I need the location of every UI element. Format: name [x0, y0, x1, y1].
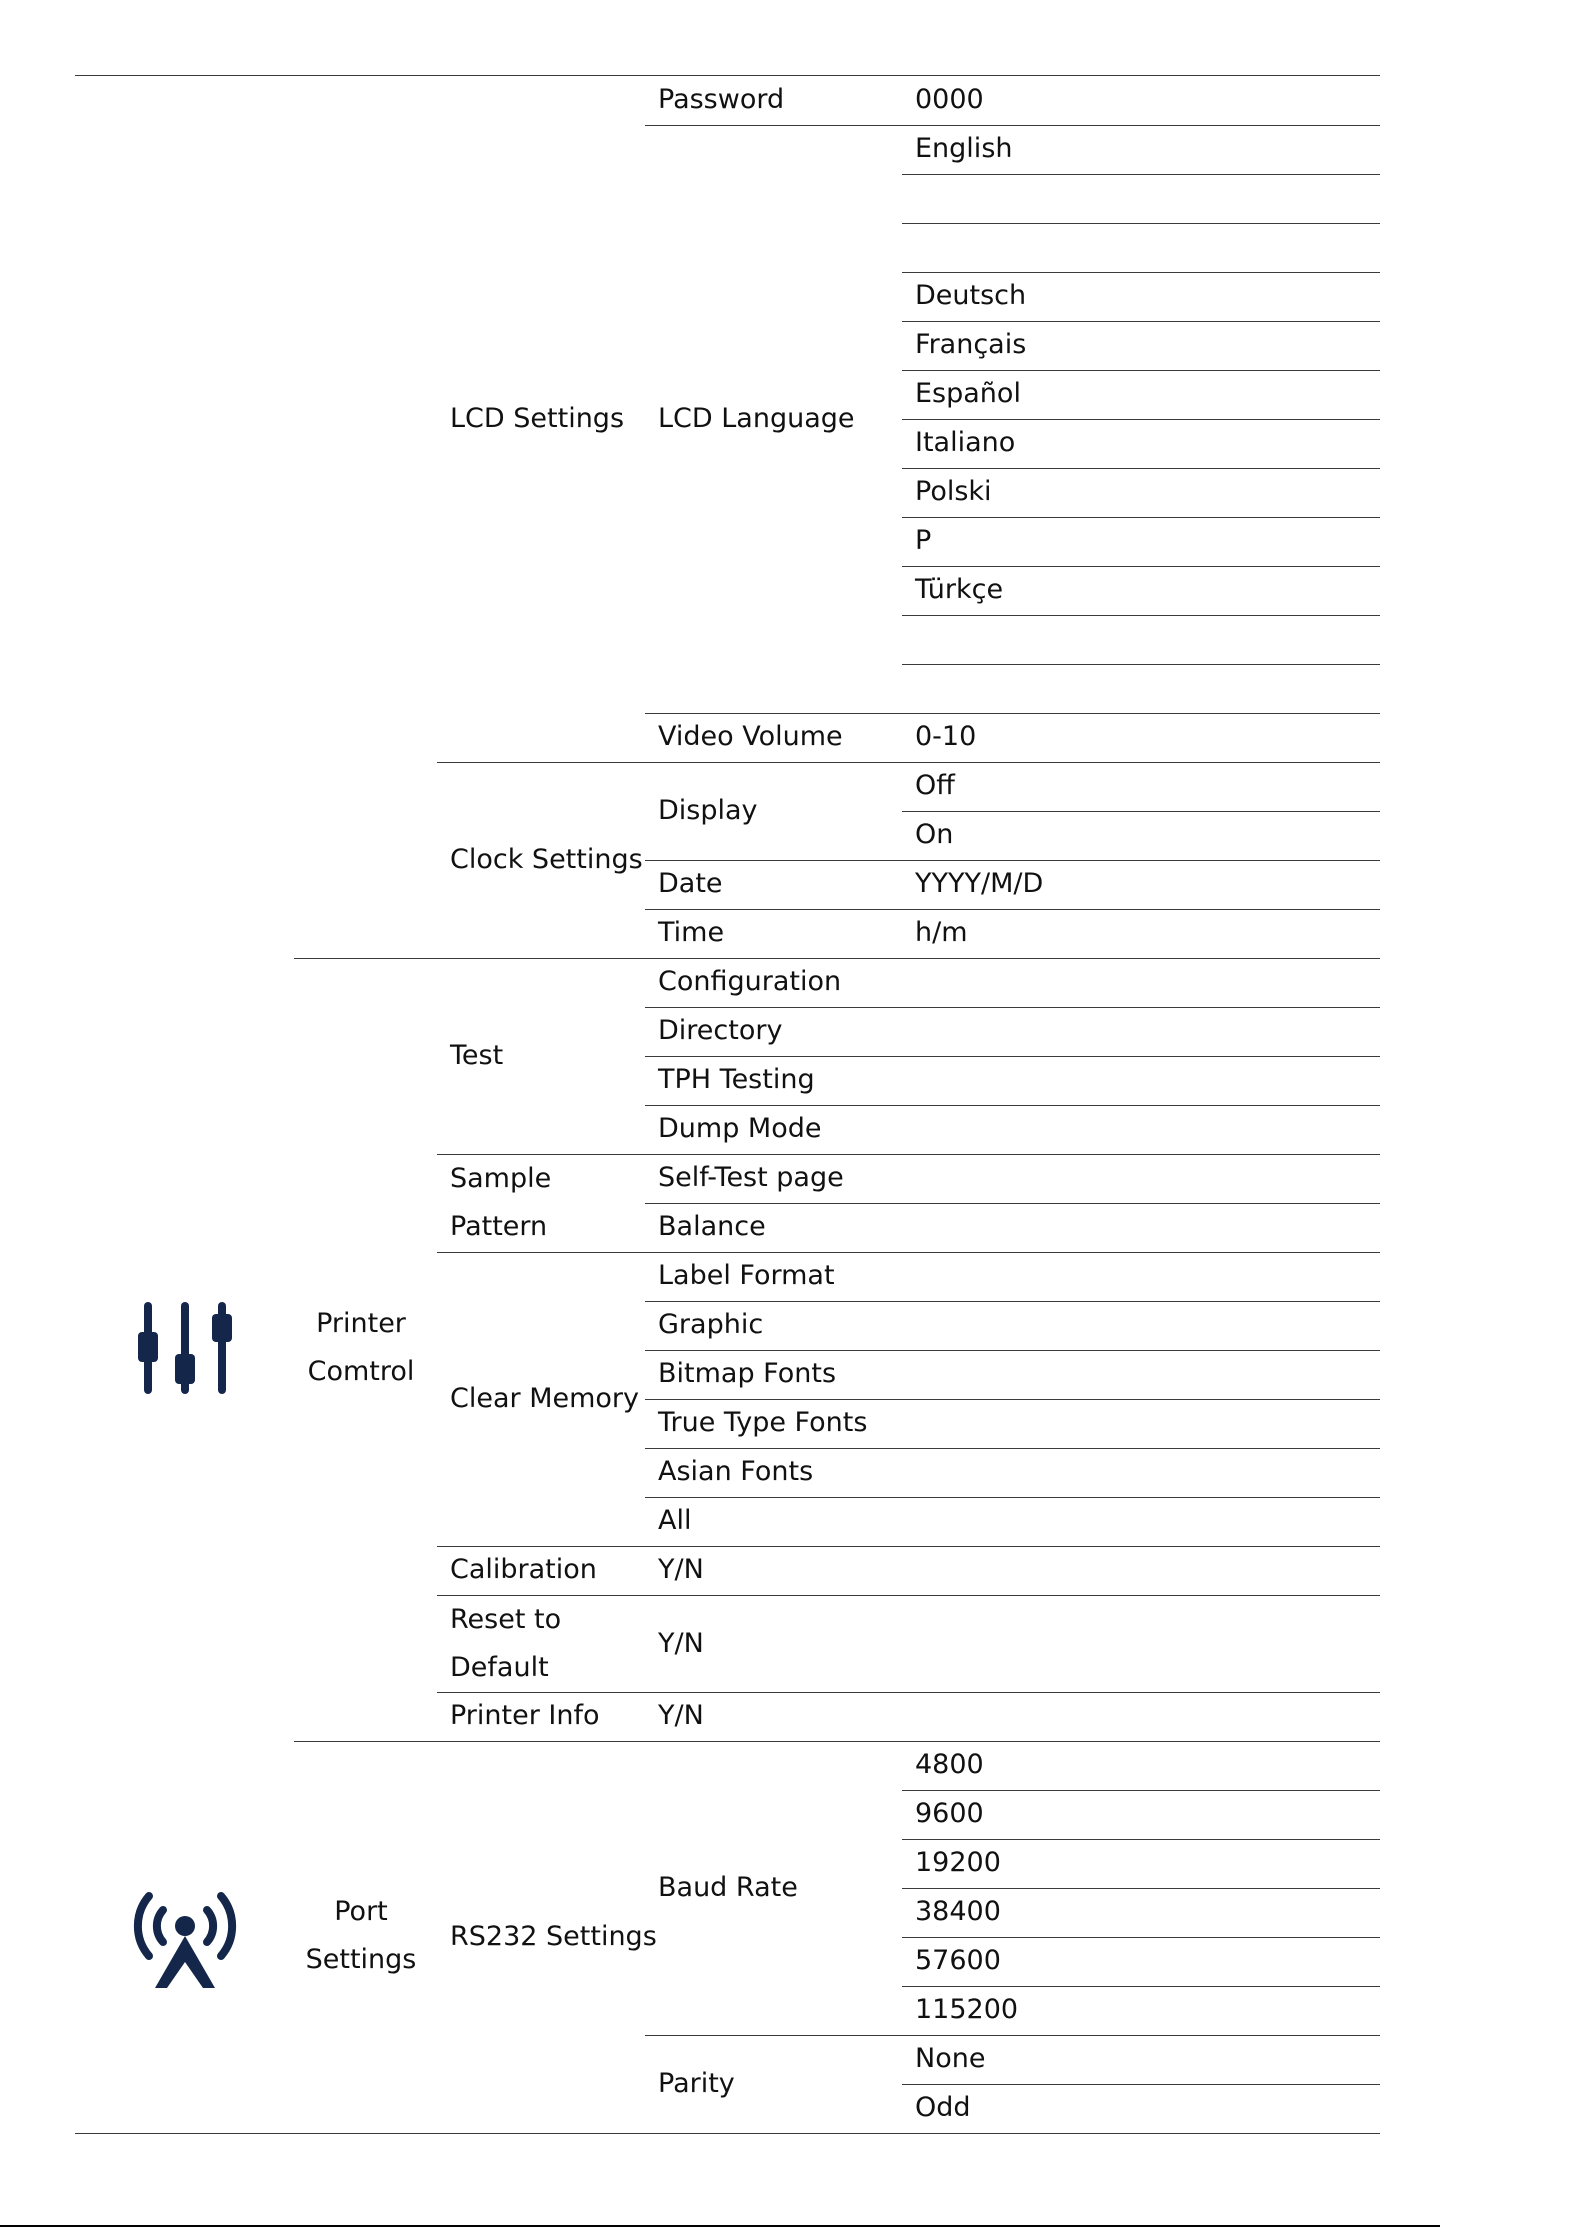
parity-label: Parity — [658, 2068, 735, 2099]
test-item: TPH Testing — [658, 1064, 815, 1095]
row-divider — [645, 1497, 1380, 1498]
test-item: Configuration — [658, 966, 842, 997]
video-volume-value: 0-10 — [915, 721, 977, 752]
clear-memory-item: Asian Fonts — [658, 1456, 814, 1487]
clear-memory-item: All — [658, 1505, 692, 1536]
row-divider — [645, 909, 1380, 910]
row-divider — [437, 1546, 1380, 1547]
row-divider — [645, 1350, 1380, 1351]
reset-label-line1: Reset to — [450, 1604, 562, 1635]
antenna-icon — [125, 1880, 245, 1992]
row-divider — [902, 321, 1380, 322]
row-divider — [902, 272, 1380, 273]
lcd-settings-label: LCD Settings — [450, 403, 625, 434]
row-divider — [645, 713, 1380, 714]
row-divider — [902, 1839, 1380, 1840]
display-option: On — [915, 819, 954, 850]
sample-pattern-label-line1: Sample — [450, 1163, 552, 1194]
printer-control-label-line2: Comtrol — [307, 1356, 415, 1387]
language-option: Deutsch — [915, 280, 1027, 311]
language-option: Español — [915, 378, 1021, 409]
page-bottom-rule — [0, 2225, 1440, 2227]
row-divider — [902, 1937, 1380, 1938]
row-divider — [437, 1252, 1380, 1253]
row-divider — [437, 762, 1380, 763]
language-option: Türkçe — [915, 574, 1004, 605]
port-settings-label-line1: Port — [334, 1896, 388, 1927]
password-value: 0000 — [915, 84, 984, 115]
reset-value: Y/N — [658, 1628, 704, 1659]
row-divider — [294, 958, 1380, 959]
parity-option: Odd — [915, 2092, 971, 2123]
test-item: Dump Mode — [658, 1113, 822, 1144]
printer-info-label: Printer Info — [450, 1700, 600, 1731]
calibration-value: Y/N — [658, 1554, 704, 1585]
reset-label-line2: Default — [450, 1652, 549, 1683]
printer-control-label-line1: Printer — [316, 1308, 406, 1339]
date-label: Date — [658, 868, 723, 899]
row-divider — [902, 811, 1380, 812]
language-option: P — [915, 525, 932, 556]
row-divider — [902, 1888, 1380, 1889]
row-divider — [645, 1203, 1380, 1204]
baud-rate-option: 19200 — [915, 1847, 1001, 1878]
calibration-label: Calibration — [450, 1554, 597, 1585]
row-divider — [902, 566, 1380, 567]
baud-rate-option: 38400 — [915, 1896, 1001, 1927]
row-divider — [645, 1056, 1380, 1057]
row-divider — [437, 1692, 1380, 1693]
row-divider — [902, 517, 1380, 518]
clear-memory-item: Graphic — [658, 1309, 764, 1340]
video-volume-label: Video Volume — [658, 721, 843, 752]
row-divider — [75, 2133, 1380, 2134]
baud-rate-option: 4800 — [915, 1749, 984, 1780]
baud-rate-option: 9600 — [915, 1798, 984, 1829]
clear-memory-item: Bitmap Fonts — [658, 1358, 837, 1389]
test-label: Test — [450, 1040, 504, 1071]
port-settings-label-line2: Settings — [305, 1944, 417, 1975]
baud-rate-option: 115200 — [915, 1994, 1019, 2025]
clear-memory-label: Clear Memory — [450, 1383, 639, 1414]
clear-memory-item: Label Format — [658, 1260, 835, 1291]
printer-info-value: Y/N — [658, 1700, 704, 1731]
row-divider — [902, 1790, 1380, 1791]
language-option: English — [915, 133, 1013, 164]
row-divider — [902, 468, 1380, 469]
sample-pattern-label-line2: Pattern — [450, 1211, 548, 1242]
date-value: YYYY/M/D — [915, 868, 1044, 899]
row-divider — [645, 860, 1380, 861]
baud-rate-option: 57600 — [915, 1945, 1001, 1976]
row-divider — [902, 2084, 1380, 2085]
row-divider — [645, 1105, 1380, 1106]
sliders-icon — [130, 1300, 240, 1400]
baud-rate-label: Baud Rate — [658, 1872, 798, 1903]
row-divider — [902, 174, 1380, 175]
row-divider — [645, 1007, 1380, 1008]
row-divider — [902, 664, 1380, 665]
sample-pattern-item: Self-Test page — [658, 1162, 844, 1193]
display-label: Display — [658, 795, 758, 826]
test-item: Directory — [658, 1015, 783, 1046]
rs232-settings-label: RS232 Settings — [450, 1921, 657, 1952]
time-value: h/m — [915, 917, 968, 948]
row-divider — [902, 419, 1380, 420]
sample-pattern-item: Balance — [658, 1211, 766, 1242]
row-divider — [437, 1595, 1380, 1596]
lcd-language-label: LCD Language — [658, 403, 855, 434]
display-option: Off — [915, 770, 955, 801]
parity-option: None — [915, 2043, 986, 2074]
row-divider — [645, 1399, 1380, 1400]
row-divider — [437, 1154, 1380, 1155]
row-divider — [75, 75, 1380, 76]
password-label: Password — [658, 84, 785, 115]
time-label: Time — [658, 917, 725, 948]
row-divider — [902, 223, 1380, 224]
row-divider — [645, 125, 1380, 126]
row-divider — [645, 1448, 1380, 1449]
row-divider — [902, 615, 1380, 616]
row-divider — [645, 2035, 1380, 2036]
language-option: Italiano — [915, 427, 1016, 458]
clear-memory-item: True Type Fonts — [658, 1407, 868, 1438]
row-divider — [645, 1301, 1380, 1302]
language-option: Polski — [915, 476, 992, 507]
language-option: Français — [915, 329, 1027, 360]
row-divider — [294, 1741, 1380, 1742]
row-divider — [902, 370, 1380, 371]
row-divider — [902, 1986, 1380, 1987]
clock-settings-label: Clock Settings — [450, 844, 643, 875]
